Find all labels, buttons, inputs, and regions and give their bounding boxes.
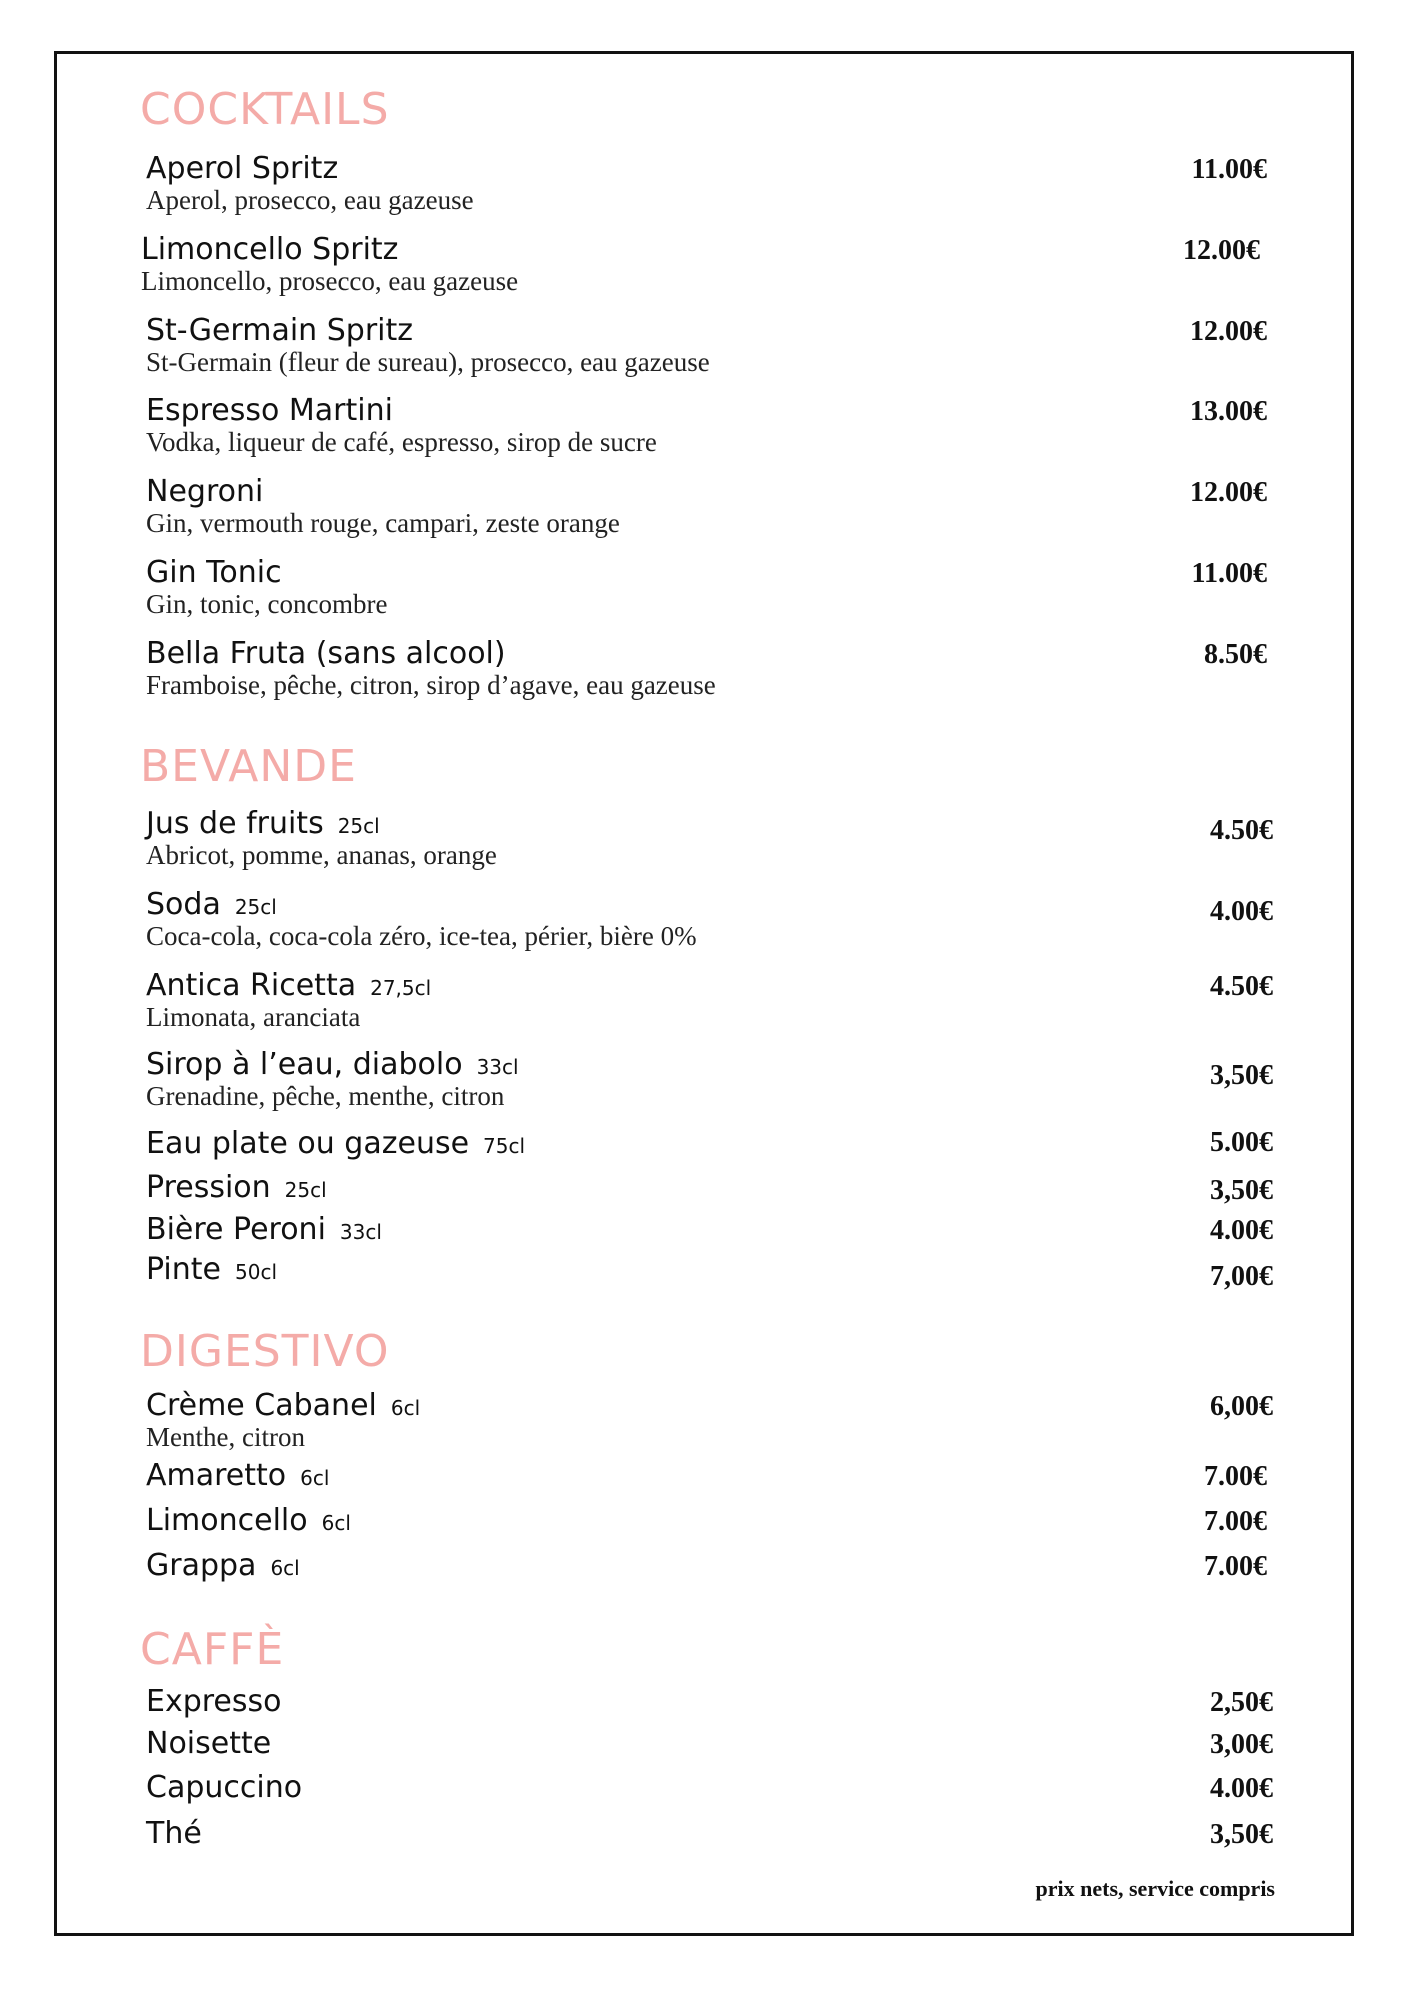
item-price: 5.00€ (1210, 1127, 1273, 1158)
item-volume: 33cl (339, 1220, 382, 1244)
section-title-caffe: CAFFÈ (140, 1624, 285, 1675)
item-name: Antica Ricetta 27,5cl (146, 968, 432, 1003)
item-name: Thé (146, 1816, 202, 1851)
item-name: Expresso (146, 1684, 282, 1719)
item-name: Bella Fruta (sans alcool) (146, 636, 506, 671)
item-price: 4.00€ (1210, 1215, 1273, 1246)
item-description: Coca-cola, coca-cola zéro, ice-tea, périer, bière 0% (146, 921, 697, 951)
item-price: 4.50€ (1210, 815, 1273, 846)
item-description: Limoncello, prosecco, eau gazeuse (141, 266, 519, 296)
item-name: Bière Peroni 33cl (146, 1212, 382, 1247)
item-name: Aperol Spritz (146, 151, 339, 186)
item-volume: 25cl (284, 1178, 327, 1202)
item-name: Grappa 6cl (146, 1548, 300, 1583)
item-price: 8.50€ (1204, 639, 1267, 670)
item-price: 7.00€ (1204, 1506, 1267, 1537)
item-price: 2,50€ (1210, 1687, 1273, 1718)
item-name: Negroni (146, 474, 264, 509)
item-price: 6,00€ (1210, 1391, 1273, 1422)
item-name: Espresso Martini (146, 393, 393, 428)
item-description: Limonata, aranciata (146, 1002, 361, 1032)
item-price: 4.00€ (1210, 896, 1273, 927)
item-name: Crème Cabanel 6cl (146, 1388, 421, 1423)
item-volume: 6cl (300, 1466, 330, 1490)
item-description: Gin, tonic, concombre (146, 589, 388, 619)
item-price: 13.00€ (1190, 396, 1267, 427)
item-name: Noisette (146, 1726, 272, 1761)
item-price: 7.00€ (1204, 1551, 1267, 1582)
item-price: 11.00€ (1191, 154, 1267, 185)
item-price: 3,50€ (1210, 1060, 1273, 1091)
item-name: Sirop à l’eau, diabolo 33cl (146, 1047, 519, 1082)
item-price: 7.00€ (1204, 1461, 1267, 1492)
item-name: Limoncello Spritz (141, 232, 399, 267)
item-volume: 75cl (483, 1134, 526, 1158)
item-description: Framboise, pêche, citron, sirop d’agave, eau gazeuse (146, 670, 716, 700)
item-name: Capuccino (146, 1770, 303, 1805)
item-name: Soda 25cl (146, 887, 277, 922)
item-description: Grenadine, pêche, menthe, citron (146, 1081, 505, 1111)
item-volume: 50cl (235, 1260, 278, 1284)
item-price: 12.00€ (1190, 477, 1267, 508)
item-description: Menthe, citron (146, 1422, 305, 1452)
item-volume: 33cl (476, 1055, 519, 1079)
item-price: 3,50€ (1210, 1819, 1273, 1850)
item-price: 11.00€ (1191, 558, 1267, 589)
item-volume: 25cl (234, 895, 277, 919)
item-volume: 27,5cl (370, 976, 432, 1000)
item-description: Abricot, pomme, ananas, orange (146, 840, 497, 870)
item-price: 3,00€ (1210, 1729, 1273, 1760)
item-name: St-Germain Spritz (146, 313, 413, 348)
section-title-cocktails: COCKTAILS (140, 84, 390, 135)
item-volume: 6cl (321, 1511, 351, 1535)
item-name: Amaretto 6cl (146, 1458, 330, 1493)
item-price: 4.00€ (1210, 1773, 1273, 1804)
item-name: Jus de fruits 25cl (146, 806, 380, 841)
item-price: 12.00€ (1190, 316, 1267, 347)
item-volume: 25cl (337, 814, 380, 838)
item-price: 4.50€ (1210, 971, 1273, 1002)
section-title-bevande: BEVANDE (140, 741, 357, 792)
item-name: Limoncello 6cl (146, 1503, 351, 1538)
item-description: Gin, vermouth rouge, campari, zeste orange (146, 508, 620, 538)
item-price: 12.00€ (1183, 235, 1260, 266)
item-description: St-Germain (fleur de sureau), prosecco, eau gazeuse (146, 347, 710, 377)
item-description: Aperol, prosecco, eau gazeuse (146, 185, 474, 215)
item-name: Gin Tonic (146, 555, 282, 590)
item-volume: 6cl (270, 1556, 300, 1580)
item-volume: 6cl (390, 1396, 421, 1420)
item-name: Pinte 50cl (146, 1252, 278, 1287)
item-price: 7,00€ (1210, 1261, 1273, 1292)
item-name: Pression 25cl (146, 1170, 327, 1205)
footer-note: prix nets, service compris (1035, 1876, 1275, 1901)
item-price: 3,50€ (1210, 1175, 1273, 1206)
item-description: Vodka, liqueur de café, espresso, sirop de sucre (146, 427, 657, 457)
section-title-digestivo: DIGESTIVO (140, 1326, 390, 1377)
item-name: Eau plate ou gazeuse 75cl (146, 1126, 526, 1161)
